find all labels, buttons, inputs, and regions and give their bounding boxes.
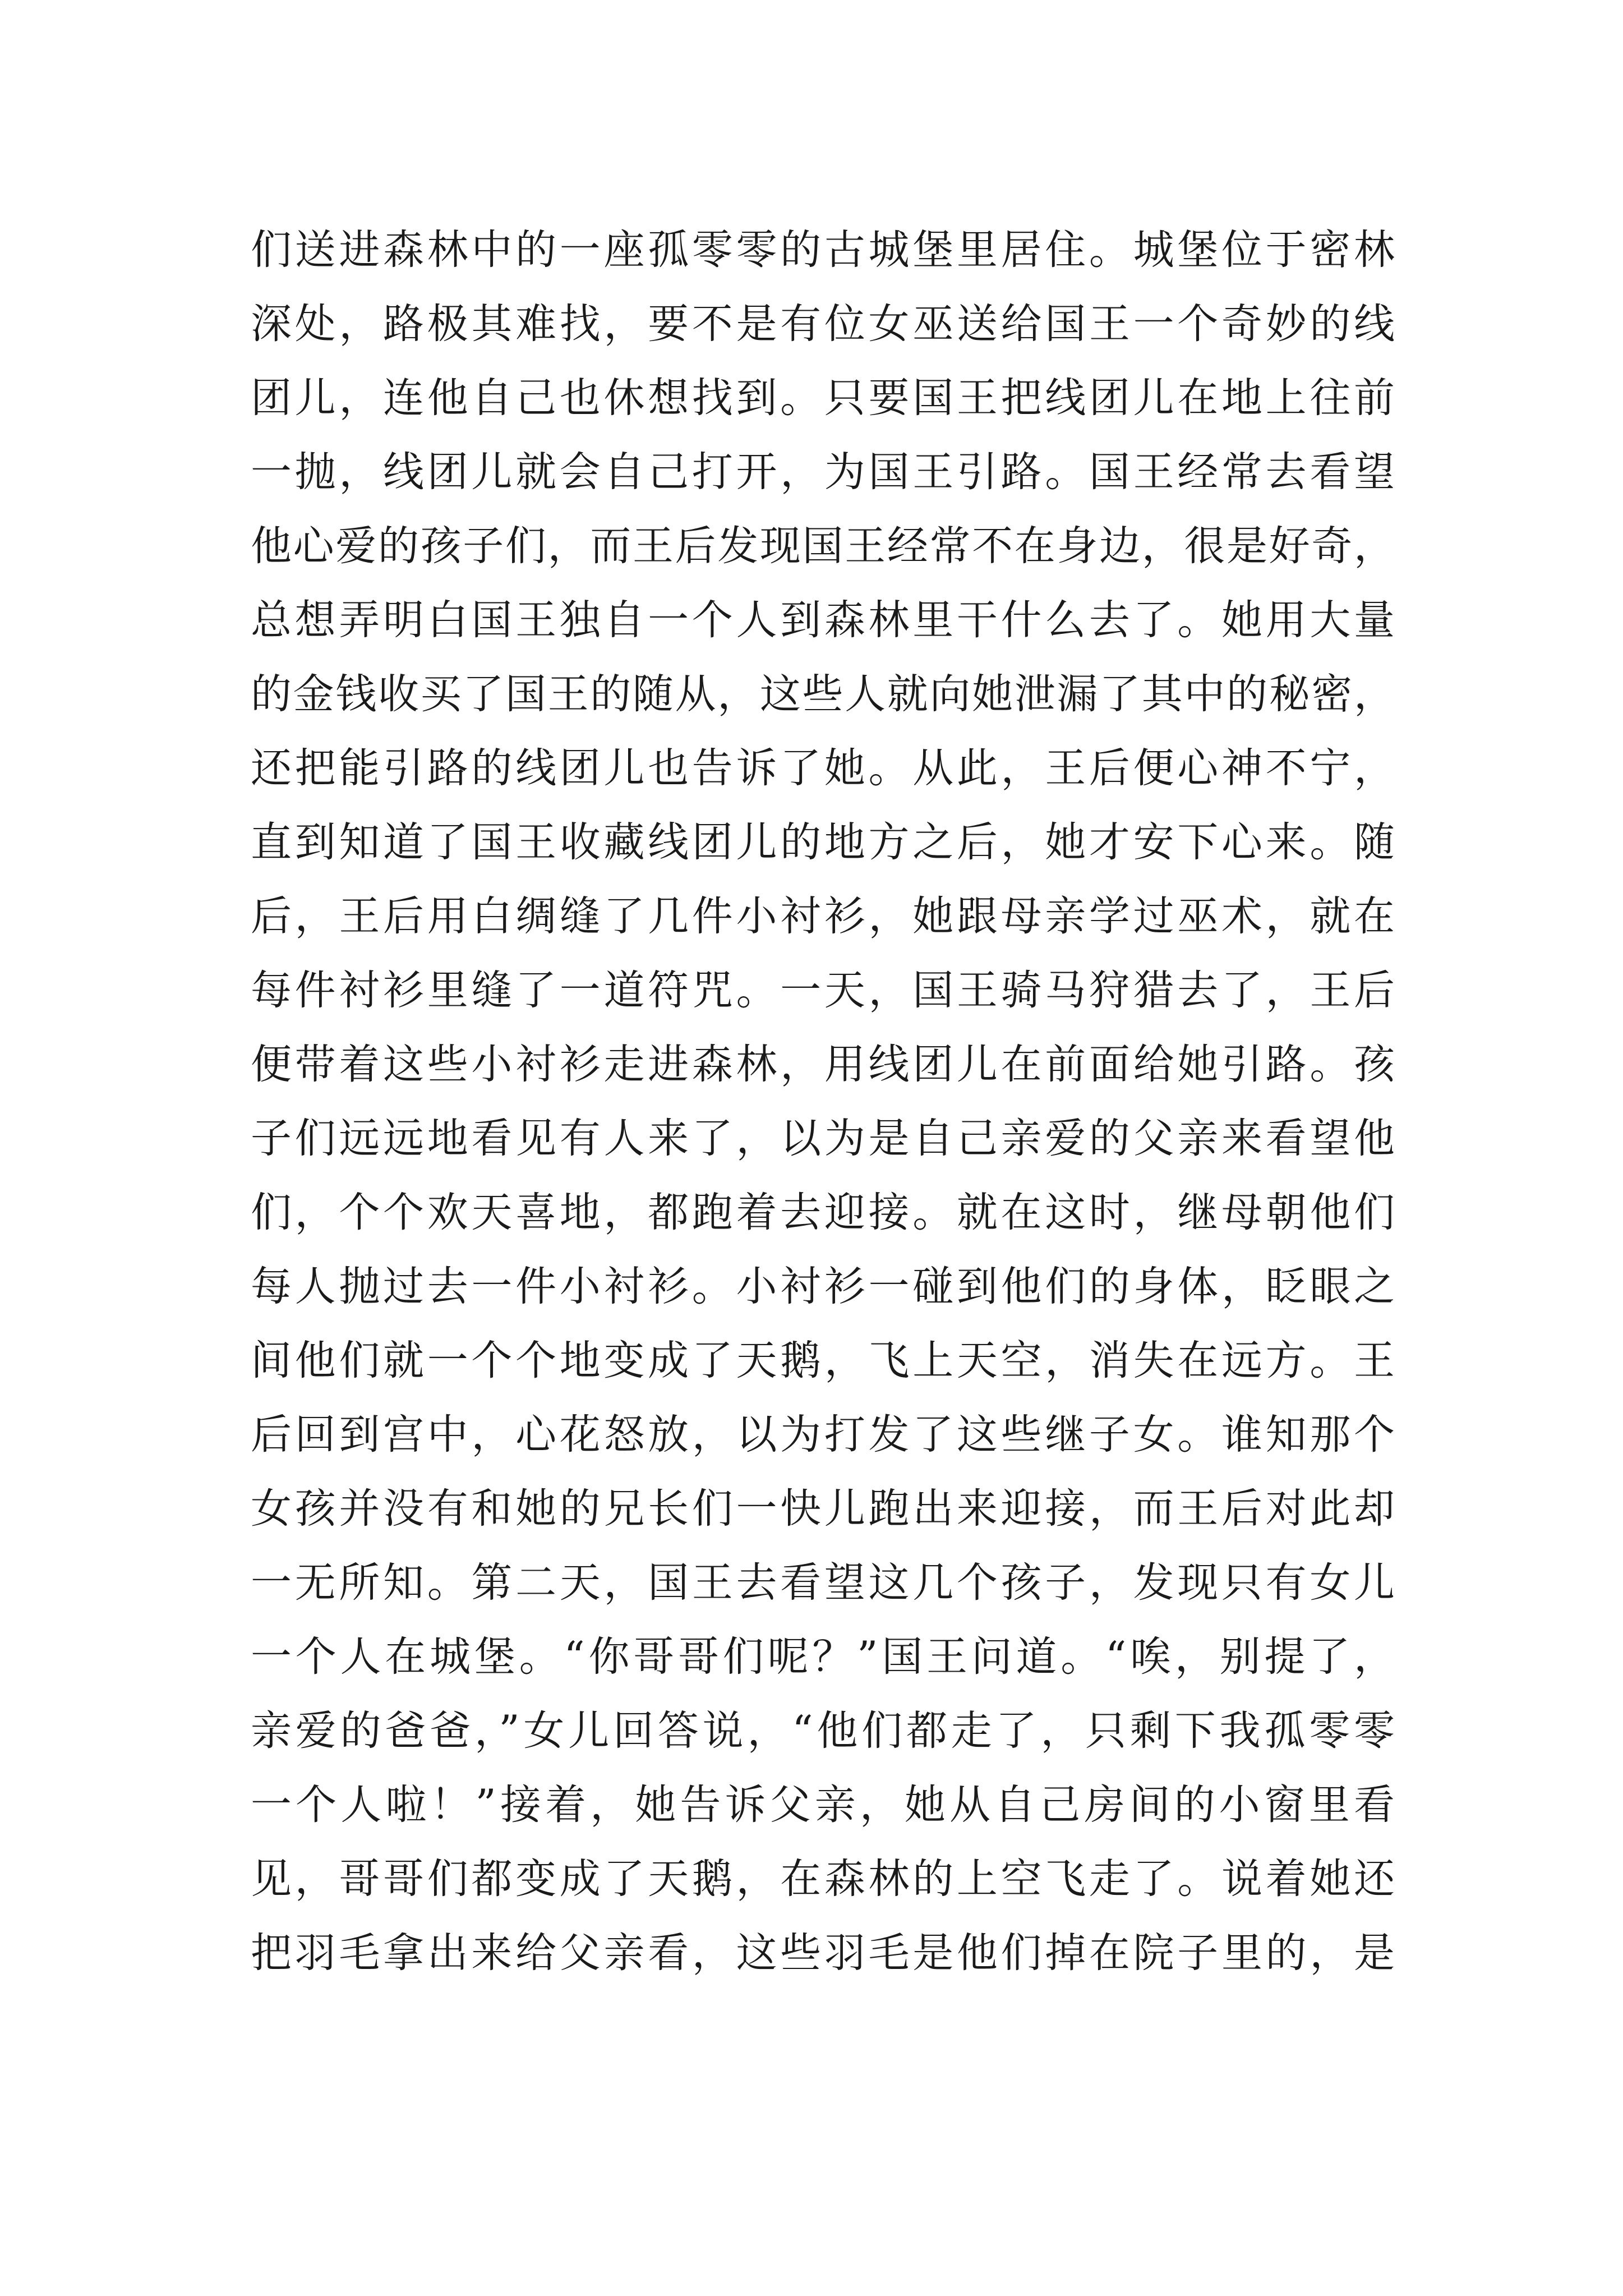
text-line: 亲爱的爸爸，”女儿回答说，“他们都走了，只剩下我孤零零	[251, 1707, 1395, 1755]
text-line: 便带着这些小衬衫走进森林，用线团儿在前面给她引路。孩	[251, 1041, 1395, 1088]
text-line: 他心爱的孩子们，而王后发现国王经常不在身边，很是好奇，	[251, 522, 1395, 570]
text-line: 一个人在城堡。“你哥哥们呢？”国王问道。“唉，别提了，	[251, 1633, 1395, 1681]
text-line: 们送进森林中的一座孤零零的古城堡里居住。城堡位于密林	[251, 226, 1395, 274]
text-line: 把羽毛拿出来给父亲看，这些羽毛是他们掉在院子里的，是	[251, 1929, 1395, 1977]
text-line: 的金钱收买了国王的随从，这些人就向她泄漏了其中的秘密，	[251, 670, 1395, 718]
text-line: 们，个个欢天喜地，都跑着去迎接。就在这时，继母朝他们	[251, 1189, 1395, 1236]
text-line: 深处，路极其难找，要不是有位女巫送给国王一个奇妙的线	[251, 300, 1395, 348]
text-line: 后，王后用白绸缝了几件小衬衫，她跟母亲学过巫术，就在	[251, 892, 1395, 940]
text-line: 见，哥哥们都变成了天鹅，在森林的上空飞走了。说着她还	[251, 1855, 1395, 1903]
text-line: 一抛，线团儿就会自己打开，为国王引路。国王经常去看望	[251, 448, 1395, 496]
text-line: 团儿，连他自己也休想找到。只要国王把线团儿在地上往前	[251, 374, 1395, 422]
text-line: 一个人啦！”接着，她告诉父亲，她从自己房间的小窗里看	[251, 1781, 1395, 1829]
text-line: 还把能引路的线团儿也告诉了她。从此，王后便心神不宁，	[251, 744, 1395, 792]
body-text	[251, 213, 1395, 1990]
text-line: 后回到宫中，心花怒放，以为打发了这些继子女。谁知那个	[251, 1411, 1395, 1458]
text-line: 间他们就一个个地变成了天鹅，飞上天空，消失在远方。王	[251, 1337, 1395, 1384]
text-line: 一无所知。第二天，国王去看望这几个孩子，发现只有女儿	[251, 1559, 1395, 1607]
text-line: 子们远远地看见有人来了，以为是自己亲爱的父亲来看望他	[251, 1115, 1395, 1162]
text-line: 每件衬衫里缝了一道符咒。一天，国王骑马狩猎去了，王后	[251, 967, 1395, 1014]
text-line: 直到知道了国王收藏线团儿的地方之后，她才安下心来。随	[251, 818, 1395, 866]
text-line: 每人抛过去一件小衬衫。小衬衫一碰到他们的身体，眨眼之	[251, 1263, 1395, 1310]
text-line: 女孩并没有和她的兄长们一快儿跑出来迎接，而王后对此却	[251, 1485, 1395, 1533]
text-line: 总想弄明白国王独自一个人到森林里干什么去了。她用大量	[251, 596, 1395, 644]
